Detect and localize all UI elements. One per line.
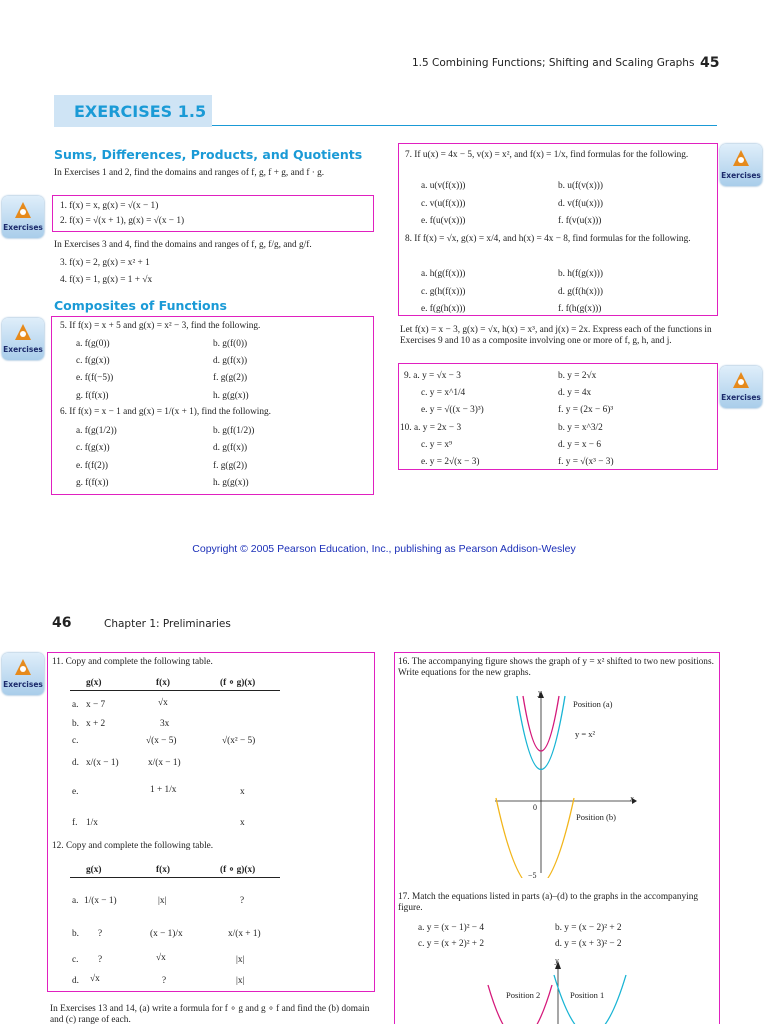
ex12-cell: x/(x + 1) — [228, 929, 261, 939]
ex5-part: e. f(f(−5)) — [76, 373, 114, 383]
ex12-header: g(x) — [86, 865, 102, 875]
ex11-cell: 1 + 1/x — [150, 785, 177, 795]
ex11-cell: 1/x — [86, 818, 98, 828]
ex7-part: b. u(f(v(x))) — [558, 181, 603, 191]
ex12-cell: |x| — [158, 896, 167, 906]
running-head: Chapter 1: Preliminaries — [104, 618, 231, 630]
ex11-header: f(x) — [156, 678, 170, 688]
ex11-cell: x — [240, 787, 245, 797]
ex6-part: d. g(f(x)) — [213, 443, 248, 453]
section-title-composites: Composites of Functions — [54, 298, 227, 313]
ex7-part: d. v(f(u(x))) — [558, 199, 603, 209]
badge-label: Exercises — [721, 171, 761, 180]
ex12-cell: d. — [72, 976, 79, 986]
ex5-part: d. g(f(x)) — [213, 356, 248, 366]
badge-label: Exercises — [3, 345, 43, 354]
ex7-part: f. f(v(u(x))) — [558, 216, 602, 226]
section-title-sums: Sums, Differences, Products, and Quotients — [54, 147, 363, 162]
ex12-cell: ? — [240, 896, 245, 906]
label-x-axis: x — [630, 794, 634, 803]
label-position-a: Position (a) — [573, 699, 613, 709]
exercises-badge-button[interactable] — [2, 653, 44, 695]
ex10-part: d. y = x − 6 — [558, 440, 602, 450]
badge-label: Exercises — [3, 680, 43, 689]
ex12-header: (f ∘ g)(x) — [220, 865, 256, 875]
ex11-header: g(x) — [86, 678, 102, 688]
ex6-part: b. g(f(1/2)) — [213, 426, 255, 436]
ex9-part: d. y = 4x — [558, 388, 592, 398]
exercise-7-stem: 7. If u(x) = 4x − 5, v(x) = x², and f(x) = 1/x, find formulas for the following. — [405, 150, 689, 160]
badge-label: Exercises — [3, 223, 43, 232]
exercise-3: 3. f(x) = 2, g(x) = x² + 1 — [60, 258, 150, 268]
exercise-2: 2. f(x) = √(x + 1), g(x) = √(x − 1) — [60, 216, 185, 226]
ex10-part: b. y = x^3/2 — [558, 423, 603, 433]
ex11-cell: f. — [72, 818, 78, 828]
exercises-title: EXERCISES 1.5 — [74, 102, 207, 121]
ex9-part: 9. a. y = √x − 3 — [404, 371, 461, 381]
ex11-cell: c. — [72, 736, 79, 746]
ex5-part: h. g(g(x)) — [213, 391, 249, 401]
ex7-part: e. f(u(v(x))) — [421, 216, 466, 226]
ex5-part: g. f(f(x)) — [76, 391, 109, 401]
ex11-cell: x/(x − 1) — [86, 758, 119, 768]
label-origin: 0 — [533, 803, 537, 812]
ex12-cell: √x — [90, 974, 100, 984]
ex9-part: f. y = (2x − 6)³ — [558, 405, 614, 415]
ex10-part: e. y = 2√(x − 3) — [421, 457, 480, 467]
section1-intro2: In Exercises 3 and 4, find the domains and ranges of f, g, f/g, and g/f. — [54, 240, 312, 250]
ex11-cell: a. — [72, 700, 79, 710]
ex12-cell: b. — [72, 929, 79, 939]
ex7-part: c. v(u(f(x))) — [421, 199, 466, 209]
ex12-header: f(x) — [156, 865, 170, 875]
ex12-header-rule — [70, 877, 280, 878]
ex12-cell: (x − 1)/x — [150, 929, 183, 939]
ex17-part: b. y = (x − 2)² + 2 — [555, 923, 622, 933]
ex11-cell: x — [240, 818, 245, 828]
ex12-cell: ? — [98, 929, 103, 939]
ex6-part: e. f(f(2)) — [76, 461, 108, 471]
exercise-17-stem: 17. Match the equations listed in parts (a)–(d) to the graphs in the accompanying figure. — [398, 892, 699, 913]
ex11-header-rule — [70, 690, 280, 691]
exercise-8-stem: 8. If f(x) = √x, g(x) = x/4, and h(x) = 4x − 8, find formulas for the following. — [405, 234, 691, 244]
exercise-5-stem: 5. If f(x) = x + 5 and g(x) = x² − 3, find the following. — [60, 321, 261, 331]
exercise-6-stem: 6. If f(x) = x − 1 and g(x) = 1/(x + 1), find the following. — [60, 407, 272, 417]
ex8-part: e. f(g(h(x))) — [421, 304, 466, 314]
ex5-part: b. g(f(0)) — [213, 339, 248, 349]
exercise-1: 1. f(x) = x, g(x) = √(x − 1) — [60, 201, 159, 211]
ex9-part: e. y = √((x − 3)³) — [421, 405, 484, 415]
ex12-cell: a. — [72, 896, 79, 906]
ex12-cell: ? — [98, 955, 103, 965]
ex5-part: c. f(g(x)) — [76, 356, 110, 366]
exercise-11-stem: 11. Copy and complete the following table. — [52, 657, 213, 667]
ex6-part: g. f(f(x)) — [76, 478, 109, 488]
ex17-part: a. y = (x − 1)² − 4 — [418, 923, 485, 933]
ex11-cell: √(x² − 5) — [222, 736, 256, 746]
ex8-part: a. h(g(f(x))) — [421, 269, 466, 279]
ex10-part: f. y = √(x³ − 3) — [558, 457, 614, 467]
ex8-part: b. h(f(g(x))) — [558, 269, 603, 279]
exercises-badge-button[interactable] — [2, 196, 44, 238]
exercises-rule — [212, 125, 717, 126]
ex5-part: a. f(g(0)) — [76, 339, 110, 349]
ex12-cell: ? — [162, 976, 167, 986]
ex12-cell: √x — [156, 953, 166, 963]
ex6-part: a. f(g(1/2)) — [76, 426, 117, 436]
ex12-cell: |x| — [236, 955, 245, 965]
ex8-part: f. f(h(g(x))) — [558, 304, 602, 314]
section1-intro: In Exercises 1 and 2, find the domains and ranges of f, g, f + g, and f · g. — [54, 168, 325, 178]
label-y-axis: y — [538, 688, 542, 697]
label-position-2: Position 2 — [506, 990, 541, 1000]
ex11-cell: d. — [72, 758, 79, 768]
label-position-1: Position 1 — [570, 990, 605, 1000]
ex12-cell: c. — [72, 955, 79, 965]
exercises-badge-button[interactable] — [720, 366, 762, 408]
ex9-part: b. y = 2√x — [558, 371, 597, 381]
ex9-part: c. y = x^1/4 — [421, 388, 466, 398]
ex11-cell: √x — [158, 698, 168, 708]
exercises-badge-button[interactable] — [720, 144, 762, 186]
match-parabola-graph — [470, 955, 650, 1024]
ex5-part: f. g(g(2)) — [213, 373, 248, 383]
page-number: 46 — [52, 615, 72, 631]
ex11-cell: x + 2 — [86, 719, 106, 729]
exercise-12-stem: 12. Copy and complete the following table. — [52, 841, 214, 851]
ex11-cell: b. — [72, 719, 79, 729]
ex9-10-intro: Let f(x) = x − 3, g(x) = √x, h(x) = x³, and j(x) = 2x. Express each of the functions in Exercises 9 and 10 as a composite involving one or more of f, g, h, and j. — [400, 325, 712, 346]
ex17-part: d. y = (x + 3)² − 2 — [555, 939, 622, 949]
ex10-part: 10. a. y = 2x − 3 — [400, 423, 462, 433]
ex7-part: a. u(v(f(x))) — [421, 181, 466, 191]
ex8-part: d. g(f(h(x))) — [558, 287, 603, 297]
ex6-part: f. g(g(2)) — [213, 461, 248, 471]
label-y-axis: y — [555, 956, 559, 965]
ex8-part: c. g(h(f(x))) — [421, 287, 466, 297]
ex6-part: c. f(g(x)) — [76, 443, 110, 453]
ex11-cell: x − 7 — [86, 700, 106, 710]
ex17-part: c. y = (x + 2)² + 2 — [418, 939, 485, 949]
shifted-parabola-graph — [490, 688, 640, 878]
label-curve: y = x² — [575, 729, 596, 739]
ex11-cell: √(x − 5) — [146, 736, 177, 746]
ex6-part: h. g(g(x)) — [213, 478, 249, 488]
page-number: 45 — [700, 55, 720, 71]
ex11-cell: x/(x − 1) — [148, 758, 181, 768]
exercise-16-stem: 16. The accompanying figure shows the graph of y = x² shifted to two new positions. Write equations for the new graphs. — [398, 657, 714, 678]
label-position-b: Position (b) — [576, 812, 616, 822]
ex12-cell: |x| — [236, 976, 245, 986]
ex13-14-intro: In Exercises 13 and 14, (a) write a formula for f ∘ g and g ∘ f and find the (b) domain and (c) range of each. — [50, 1004, 370, 1024]
ex11-header: (f ∘ g)(x) — [220, 678, 256, 688]
ex12-cell: 1/(x − 1) — [84, 896, 117, 906]
copyright-link[interactable]: Copyright © 2005 Pearson Education, Inc., publishing as Pearson Addison-Wesley — [192, 543, 576, 555]
ex11-cell: 3x — [160, 719, 170, 729]
running-head: 1.5 Combining Functions; Shifting and Scaling Graphs — [412, 57, 695, 69]
ex11-cell: e. — [72, 787, 79, 797]
label-minus5: −5 — [528, 871, 537, 880]
exercise-4: 4. f(x) = 1, g(x) = 1 + √x — [60, 275, 153, 285]
badge-label: Exercises — [721, 393, 761, 402]
exercises-badge-button[interactable] — [2, 318, 44, 360]
ex10-part: c. y = x⁹ — [421, 440, 453, 450]
